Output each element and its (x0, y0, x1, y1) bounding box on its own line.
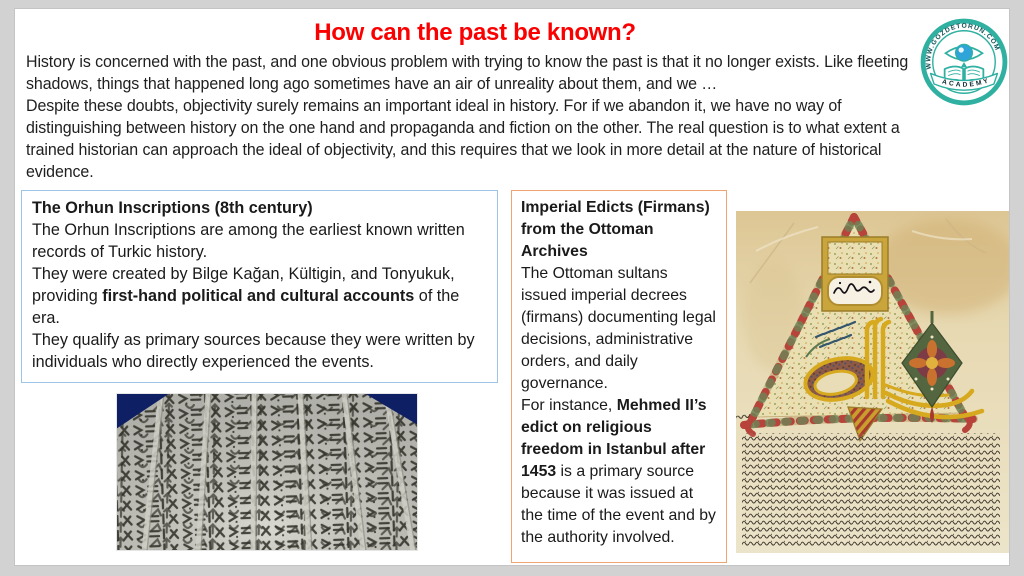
slide (14, 8, 1010, 566)
firman-header-panel (822, 237, 888, 311)
intro-text: History is concerned with the past, and one obvious problem with trying to know the past is that it no longer exists. Like fleeting shadows, things that happened long ago sometimes have an air of unreality about them, and we … Despite these doubts, objectivity surely remains an important ideal in history. For if we abandon it, we have no way of distinguishing between history on the one hand and propaganda and fiction on the other. The real question is to what extent a trained historian can approach the ideal of objectivity, and this requires that we look in more detail at the nature of historical evidence. (26, 52, 909, 181)
page-title: How can the past be known? (314, 19, 636, 46)
orhun-inscriptions-box (21, 190, 498, 383)
logo-ring-text: WWW.GOZDETORUN.COM (925, 22, 1001, 70)
academy-logo (920, 18, 1008, 106)
firman-box-heading: Imperial Edicts (Firmans) from the Ottoman Archives (521, 199, 710, 260)
orhun-stone-image (116, 393, 418, 551)
firman-box-text: The Ottoman sultans issued imperial decrees (firmans) documenting legal decisions, administrative orders, and daily governance. For instance, Mehmed II’s edict on religious freedom in Istanbul after 1453 is a primary source because it was issued at the time of the event and by the authority involved. (521, 265, 716, 546)
orhun-box-text: The Orhun Inscriptions are among the earliest known written records of Turkic history. They were created by Bilge Kağan, Kültigin, and Tonyukuk, providing first-hand political and cultural accounts of the era. They qualify as primary sources because they were written by individuals who directly experienced the events. (32, 221, 475, 371)
ottoman-firman-image (736, 211, 1009, 553)
logo-banner-text: ACADEMY (941, 76, 992, 89)
orhun-box-heading: The Orhun Inscriptions (8th century) (32, 199, 313, 217)
firman-box (511, 190, 727, 563)
